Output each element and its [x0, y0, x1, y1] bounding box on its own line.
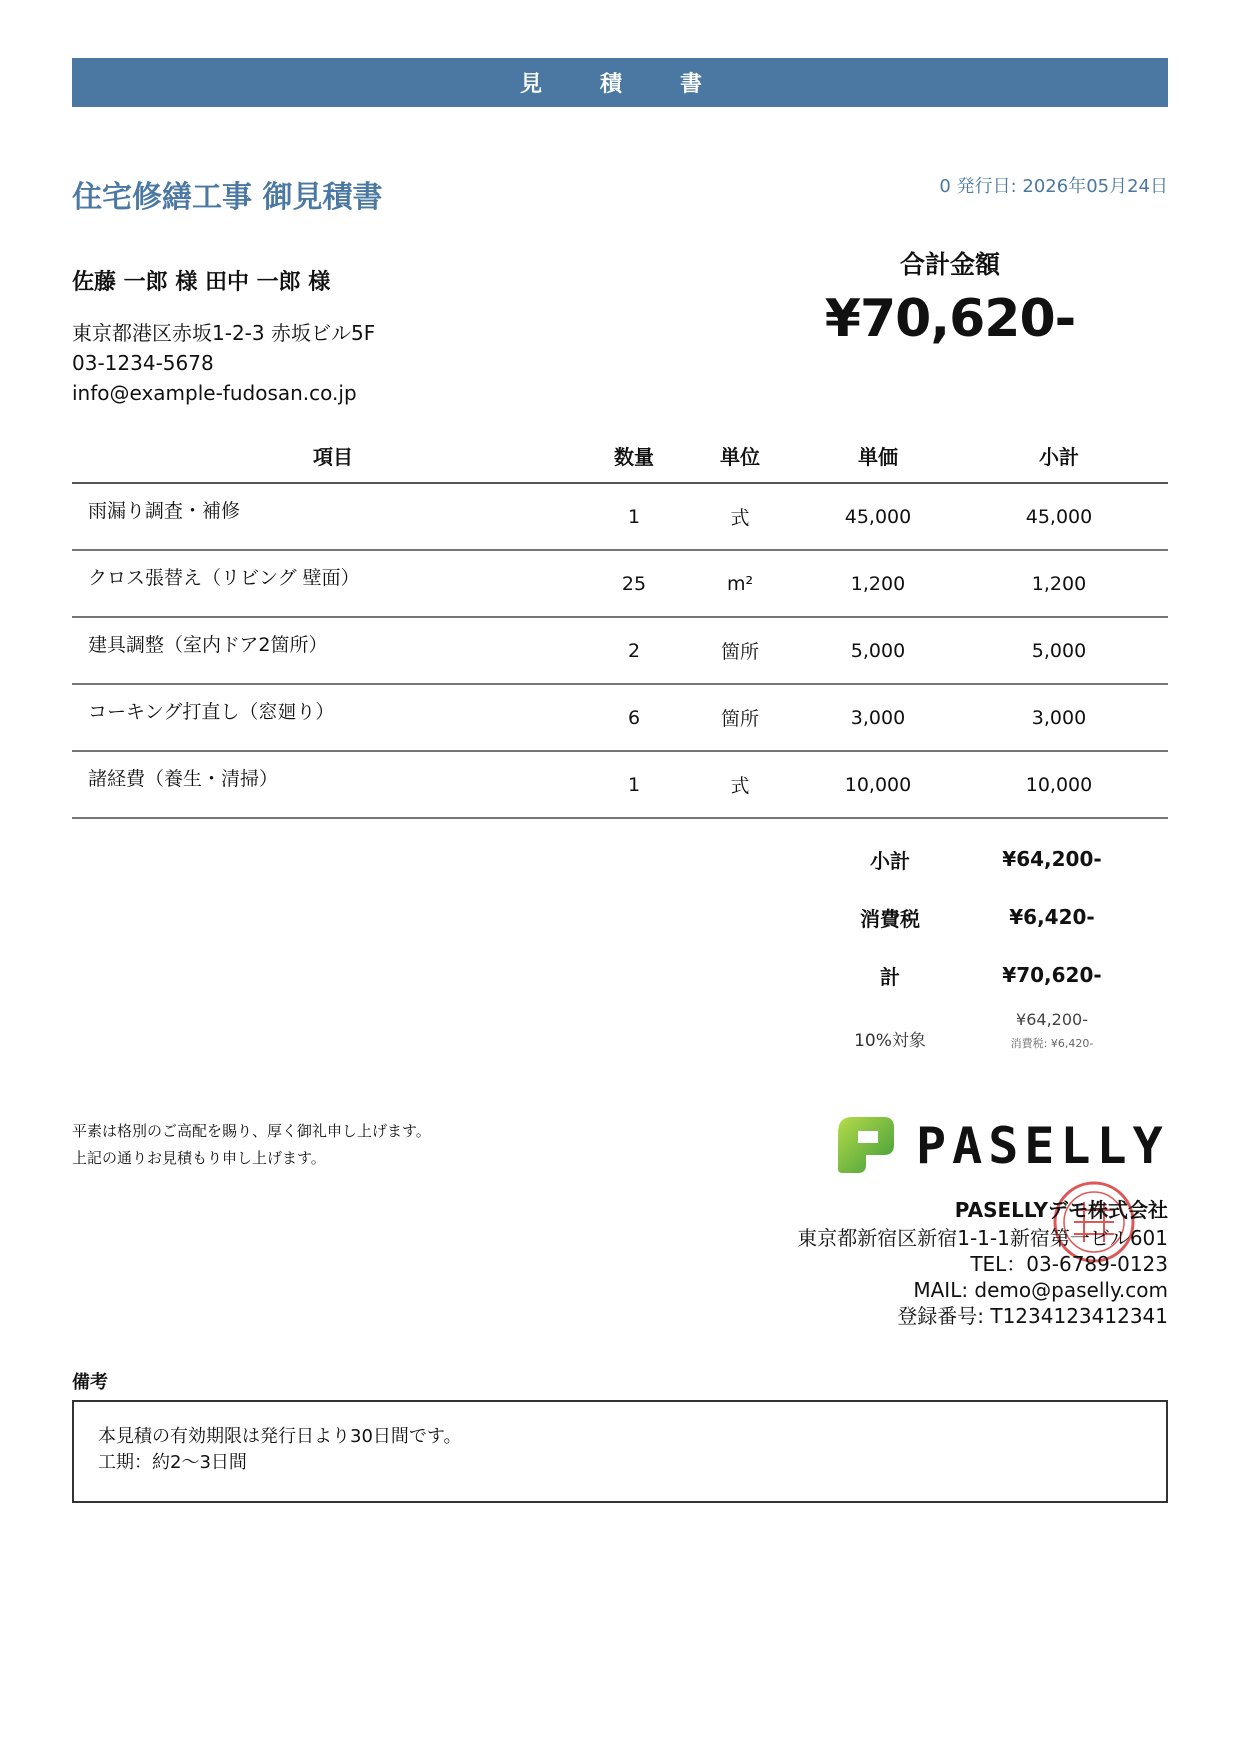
- item-price: 10,000: [806, 751, 950, 818]
- table-row: [72, 617, 1168, 684]
- item-qty: 25: [594, 550, 674, 617]
- tax-rate-base: ¥64,200-: [1016, 1010, 1088, 1029]
- total-label: 合計金額: [899, 250, 1000, 279]
- page-title: 住宅修繕工事 御見積書: [72, 180, 383, 215]
- company-mail: MAIL: demo@paselly.com: [913, 1278, 1168, 1302]
- header-subtotal: 小計: [950, 429, 1168, 483]
- tax-rate-label: 10%対象: [854, 1031, 926, 1051]
- company-logo: [838, 1115, 1168, 1177]
- notes-box: [72, 1400, 1168, 1503]
- paselly-logo-icon: [838, 1115, 894, 1175]
- summary-tax-value: ¥6,420-: [1009, 905, 1095, 929]
- item-unit: m²: [674, 550, 806, 617]
- table-row: [72, 684, 1168, 751]
- company-registration: 登録番号: T1234123412341: [897, 1304, 1168, 1328]
- total-amount-box: [800, 245, 1100, 349]
- item-qty: 2: [594, 617, 674, 684]
- item-price: 45,000: [806, 483, 950, 550]
- summary-subtotal-row: [818, 830, 1168, 888]
- notes-title: 備考: [72, 1372, 108, 1393]
- item-subtotal: 1,200: [950, 550, 1168, 617]
- client-address: 東京都港区赤坂1-2-3 赤坂ビル5F: [72, 321, 376, 345]
- item-unit: 箇所: [674, 684, 806, 751]
- item-subtotal: 10,000: [950, 751, 1168, 818]
- item-qty: 1: [594, 751, 674, 818]
- header-price: 単価: [806, 429, 950, 483]
- greeting-text: [72, 1118, 431, 1172]
- company-name: PASELLYデモ株式会社: [954, 1198, 1168, 1222]
- header-name: 項目: [72, 429, 594, 483]
- summary-total-label: 計: [880, 964, 900, 989]
- client-phone: 03-1234-5678: [72, 351, 214, 375]
- logo-wordmark: PASELLY: [916, 1117, 1169, 1175]
- client-email: info@example-fudosan.co.jp: [72, 381, 357, 405]
- table-header-row: [72, 429, 1168, 483]
- item-price: 5,000: [806, 617, 950, 684]
- item-unit: 箇所: [674, 617, 806, 684]
- item-unit: 式: [674, 751, 806, 818]
- item-name: クロス張替え（リビング 壁面）: [72, 550, 594, 617]
- issue-date: 0 発行日: 2026年05月24日: [939, 176, 1168, 197]
- item-qty: 6: [594, 684, 674, 751]
- item-name: 建具調整（室内ドア2箇所）: [72, 617, 594, 684]
- header-unit: 単位: [674, 429, 806, 483]
- company-info: [797, 1195, 1168, 1329]
- summary-tax-label: 消費税: [860, 906, 920, 931]
- total-amount: ¥70,620-: [824, 289, 1076, 349]
- note-line: 工期：約2〜3日間: [98, 1452, 247, 1473]
- item-unit: 式: [674, 483, 806, 550]
- summary-total-row: [818, 946, 1168, 1004]
- greeting-line: 平素は格別のご高配を賜り、厚く御礼申し上げます。: [72, 1122, 431, 1140]
- line-items-table: [72, 429, 1168, 819]
- header-qty: 数量: [594, 429, 674, 483]
- table-row: [72, 550, 1168, 617]
- summary-total-value: ¥70,620-: [1002, 963, 1102, 987]
- company-address: 東京都新宿区新宿1-1-1新宿第一ビル601: [797, 1226, 1168, 1250]
- item-name: 諸経費（養生・清掃）: [72, 751, 594, 818]
- summary-subtotal-label: 小計: [870, 848, 910, 873]
- item-subtotal: 45,000: [950, 483, 1168, 550]
- table-row: [72, 751, 1168, 818]
- company-tel: TEL：03-6789-0123: [970, 1252, 1168, 1276]
- summary-block: [818, 830, 1168, 1051]
- client-name: 佐藤 一郎 様 田中 一郎 様: [72, 270, 331, 295]
- tax-rate-tax: 消費税: ¥6,420-: [1010, 1037, 1094, 1050]
- summary-subtotal-value: ¥64,200-: [1002, 847, 1102, 871]
- item-name: コーキング打直し（窓廻り）: [72, 684, 594, 751]
- note-line: 本見積の有効期限は発行日より30日間です。: [98, 1426, 462, 1447]
- item-name: 雨漏り調査・補修: [72, 483, 594, 550]
- table-row: [72, 483, 1168, 550]
- summary-tax-row: [818, 888, 1168, 946]
- item-price: 3,000: [806, 684, 950, 751]
- item-qty: 1: [594, 483, 674, 550]
- greeting-line: 上記の通りお見積もり申し上げます。: [72, 1149, 326, 1167]
- tax-rate-row: [818, 1010, 1168, 1051]
- item-subtotal: 5,000: [950, 617, 1168, 684]
- document-type-banner: 見 積 書: [72, 58, 1168, 107]
- tax-rate-values: [962, 1010, 1142, 1051]
- client-info: [72, 265, 375, 408]
- item-subtotal: 3,000: [950, 684, 1168, 751]
- item-price: 1,200: [806, 550, 950, 617]
